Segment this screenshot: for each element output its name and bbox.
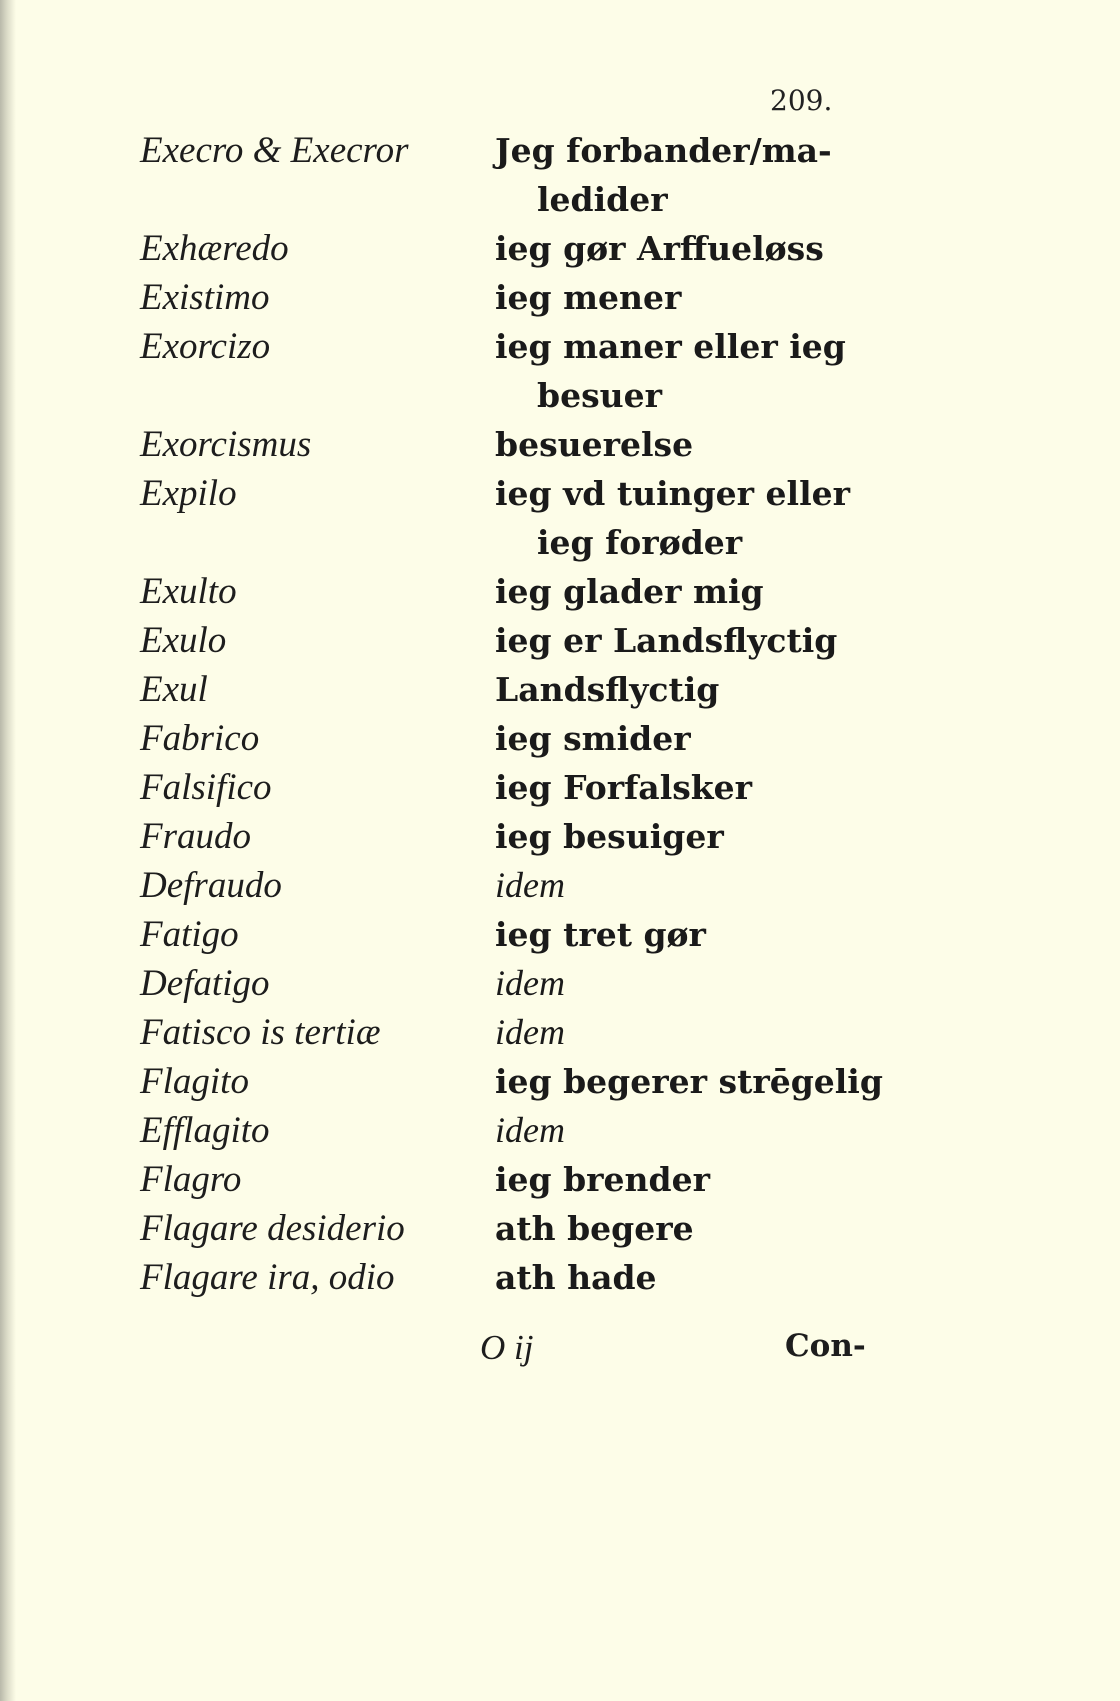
danish-gloss [495,469,900,567]
danish-gloss: Landsflyctig [495,670,720,709]
glossary-entry [140,469,900,567]
danish-gloss-continuation: ledider [537,180,668,219]
glossary-entry [140,420,900,469]
glossary-entry [140,665,900,714]
danish-gloss: ieg begerer strēgelig [495,1062,883,1101]
glossary-entry [140,1106,900,1155]
latin-term: Exulo [140,620,227,661]
latin-term: Exulto [140,571,237,612]
latin-term: Expilo [140,473,237,514]
glossary-entry [140,126,900,224]
latin-term: Execro & Execror [140,130,409,171]
danish-gloss-continuation: besuer [537,376,663,415]
glossary-entries [140,126,900,1302]
latin-term: Exorcismus [140,424,312,465]
glossary-entry [140,861,900,910]
danish-gloss: idem [495,865,565,905]
latin-term: Fatisco is tertiæ [140,1012,381,1053]
danish-gloss: ieg tret gør [495,915,706,954]
latin-term: Flagro [140,1159,242,1200]
latin-term: Existimo [140,277,270,318]
glossary-entry [140,1008,900,1057]
danish-gloss: idem [495,963,565,1003]
glossary-entry [140,273,900,322]
glossary-entry [140,1253,900,1302]
glossary-entry [140,959,900,1008]
danish-gloss-line: Jeg forbander/ma- [495,131,832,170]
page-number: 209. [770,84,833,117]
danish-gloss: ath hade [495,1258,657,1297]
latin-term: Falsifico [140,767,272,808]
latin-term: Fraudo [140,816,251,857]
glossary-entry [140,616,900,665]
glossary-entry [140,763,900,812]
latin-term: Flagare desiderio [140,1208,405,1249]
danish-gloss: ieg mener [495,278,682,317]
danish-gloss-line: ieg maner eller ieg [495,327,846,366]
latin-term: Fatigo [140,914,239,955]
danish-gloss-line: ieg vd tuinger eller [495,474,850,513]
danish-gloss: ath begere [495,1209,694,1248]
glossary-entry [140,1155,900,1204]
latin-term: Exul [140,669,208,710]
glossary-entry [140,567,900,616]
glossary-entry [140,322,900,420]
latin-term: Exhæredo [140,228,289,269]
glossary-entry [140,910,900,959]
danish-gloss: ieg glader mig [495,572,764,611]
latin-term: Defraudo [140,865,282,906]
danish-gloss: besuerelse [495,425,694,464]
latin-term: Efflagito [140,1110,270,1151]
glossary-entry [140,812,900,861]
latin-term: Flagare ira, odio [140,1257,395,1298]
danish-gloss [495,126,900,224]
latin-term: Fabrico [140,718,260,759]
danish-gloss: ieg smider [495,719,691,758]
signature-mark: O ij [480,1328,534,1367]
danish-gloss: ieg er Landsflyctig [495,621,838,660]
danish-gloss-continuation: ieg forøder [537,523,743,562]
danish-gloss: ieg besuiger [495,817,724,856]
danish-gloss: ieg brender [495,1160,710,1199]
glossary-entry [140,1204,900,1253]
danish-gloss: ieg gør Arffueløss [495,229,824,268]
latin-term: Exorcizo [140,326,271,367]
latin-term: Defatigo [140,963,270,1004]
glossary-entry [140,1057,900,1106]
glossary-entry [140,224,900,273]
glossary-entry [140,714,900,763]
danish-gloss: idem [495,1110,565,1150]
latin-term: Flagito [140,1061,249,1102]
danish-gloss: idem [495,1012,565,1052]
danish-gloss: ieg Forfalsker [495,768,753,807]
danish-gloss [495,322,900,420]
page-gutter-shadow [0,0,16,1701]
catchword: Con- [785,1328,866,1364]
page-footer [480,1328,880,1378]
